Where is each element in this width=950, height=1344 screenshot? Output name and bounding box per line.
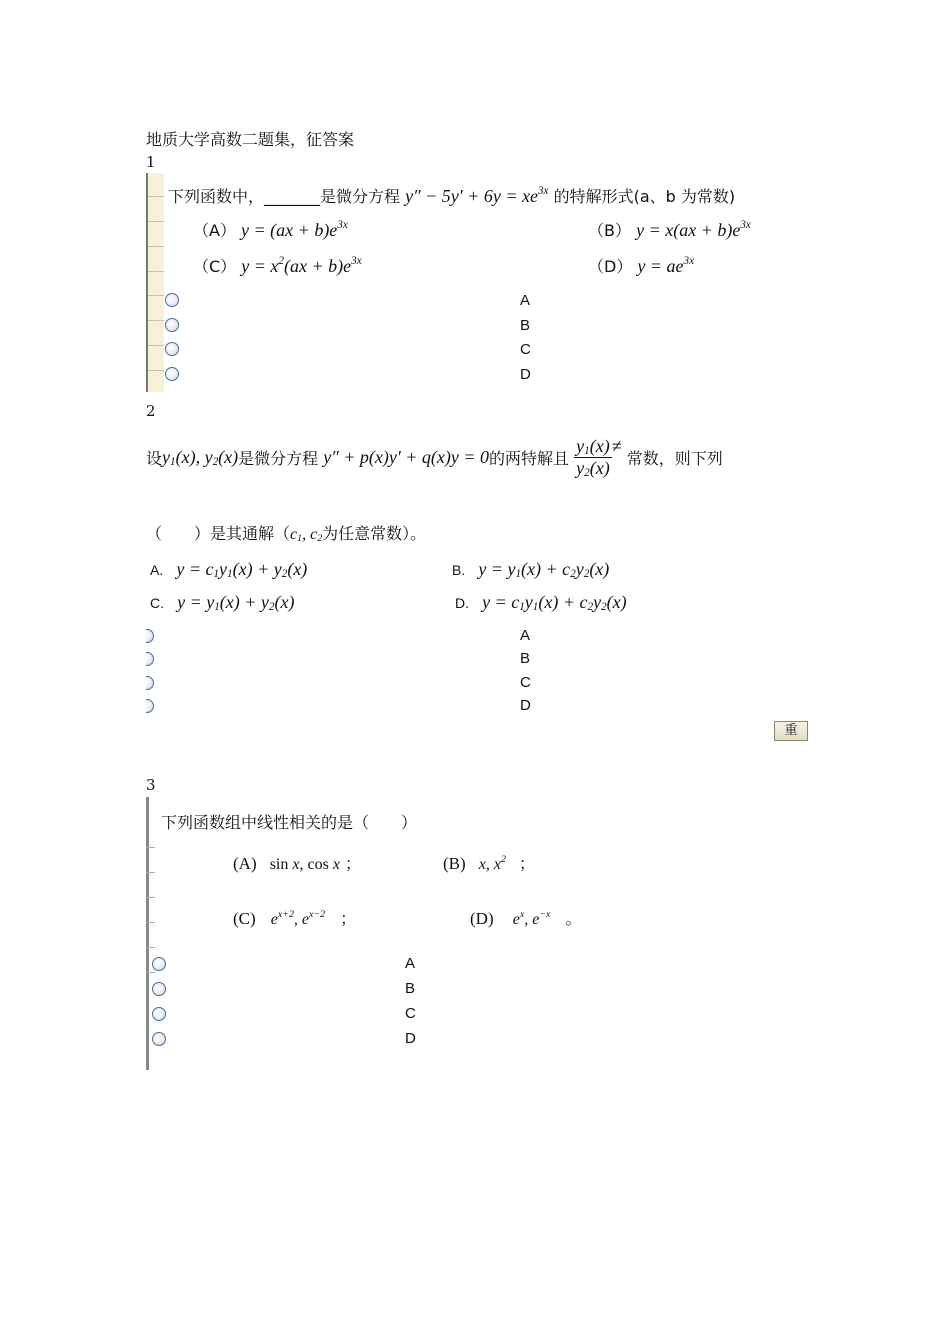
question-2-line2-suffix: 为任意常数）。 [322, 524, 427, 543]
question-2-option-a: A [520, 627, 531, 644]
question-1-choice-d [588, 254, 694, 277]
question-1-choice-c [193, 254, 362, 277]
question-3-option-a: A [405, 955, 416, 972]
question-1-option-b: B [520, 317, 531, 334]
question-1-option-a: A [520, 292, 531, 309]
choice-tail: ； [345, 854, 362, 873]
reset-button[interactable]: 重 [774, 721, 808, 741]
question-2-radio-a[interactable] [146, 629, 154, 643]
question-2-equation: y″ + p(x)y′ + q(x)y = 0 [323, 447, 490, 468]
choice-expr: $y = y_1(x) + c_2y_2(x)$ [478, 559, 610, 581]
question-1-option-d: D [520, 366, 531, 383]
question-2-choice-c [150, 592, 294, 613]
question-1-number: 1 [146, 153, 156, 171]
fraction-denominator: $y_2(x)$ [576, 458, 610, 480]
question-2-neq: ≠ [611, 436, 622, 456]
choice-label: A. [150, 562, 164, 578]
question-2-stem-line2 [146, 521, 426, 544]
question-1-radio-c[interactable] [165, 342, 179, 356]
choice-expr: $y = c_1y_1(x) + y_2(x)$ [176, 559, 308, 581]
question-2-radio-c[interactable] [146, 676, 154, 690]
question-2-option-d: D [520, 697, 531, 714]
question-2-funcs: $y_1(x)$, $y_2(x)$ [162, 447, 239, 469]
question-3-number: 3 [146, 776, 156, 794]
question-1-stem-suffix: 的特解形式(a、b 为常数) [553, 187, 736, 206]
question-3-radio-c[interactable] [152, 1007, 166, 1021]
fraction-numerator: $y_1(x)$ [576, 436, 610, 458]
choice-tail: ； [340, 909, 357, 928]
question-1-radio-a[interactable] [165, 293, 179, 307]
question-1-choice-a [193, 218, 348, 241]
question-3-option-c: C [405, 1005, 416, 1022]
choice-expr: $y = y_1(x) + y_2(x)$ [177, 592, 295, 614]
question-2-number: 2 [146, 402, 156, 420]
question-1-radio-d[interactable] [165, 367, 179, 381]
document-title: 地质大学高数二题集，征答案 [146, 130, 355, 149]
question-3-choice-c [233, 906, 356, 929]
question-2-choice-a [150, 559, 307, 580]
question-2-choice-b [452, 559, 609, 580]
question-2-stem [146, 436, 723, 479]
question-3-choice-d [470, 906, 582, 929]
question-3-gutter [146, 797, 149, 1070]
question-2-line2-prefix: （ ）是其通解（ [146, 524, 291, 543]
choice-label: (A) [233, 854, 257, 873]
choice-expr: $y = (ax + b)e^{3x}$ [241, 219, 348, 240]
choice-expr: $y = ae^{3x}$ [637, 255, 695, 276]
question-2-option-c: C [520, 674, 531, 691]
question-1-gutter [146, 173, 164, 392]
question-2-radio-column [146, 620, 154, 720]
choice-expr: $e^x$, $e^{-x}$ [512, 909, 551, 928]
question-2-fraction [574, 436, 612, 479]
question-1-option-c: C [520, 341, 531, 358]
question-1-radio-b[interactable] [165, 318, 179, 332]
question-2-stem-mid2: 的两特解且 [489, 449, 570, 469]
choice-tail: 。 [565, 909, 582, 928]
question-1-stem [168, 184, 735, 207]
question-3-choice-b [443, 851, 535, 874]
question-3-radio-d[interactable] [152, 1032, 166, 1046]
question-3-option-b: B [405, 980, 416, 997]
choice-expr: $y = x(ax + b)e^{3x}$ [636, 219, 751, 240]
choice-expr: x, $x^2$ [478, 854, 506, 873]
question-1-stem-prefix: 下列函数中， [168, 187, 265, 206]
choice-label: (D) [470, 909, 494, 928]
question-1-blank: _______ [264, 187, 321, 206]
choice-label: B. [452, 562, 466, 578]
question-3-radio-a[interactable] [152, 957, 166, 971]
choice-label: （A） [193, 221, 236, 240]
question-2-stem-mid: 是微分方程 [238, 449, 319, 469]
choice-label: （C） [193, 257, 237, 276]
choice-label: （D） [588, 257, 633, 276]
choice-label: （B） [588, 221, 631, 240]
choice-expr: $y = c_1y_1(x) + c_2y_2(x)$ [482, 592, 627, 614]
question-1-stem-mid: 是微分方程 [320, 187, 401, 206]
choice-label: D. [455, 595, 469, 611]
question-1-choice-b [588, 218, 751, 241]
question-2-choice-d [455, 592, 627, 613]
choice-expr: $e^{x+2}$, $e^{x-2}$ [270, 909, 326, 928]
question-3-stem: 下列函数组中线性相关的是（ ） [161, 813, 418, 832]
question-2-stem-suffix: 常数，则下列 [626, 449, 723, 469]
choice-expr: sin x, cos x [269, 856, 340, 873]
choice-label: (C) [233, 909, 256, 928]
choice-label: (B) [443, 854, 466, 873]
question-3-option-d: D [405, 1030, 416, 1047]
question-2-stem-prefix: 设 [146, 449, 163, 469]
question-2-option-b: B [520, 650, 531, 667]
question-2-radio-b[interactable] [146, 652, 154, 666]
choice-expr: $y = x^2(ax + b)e^{3x}$ [241, 255, 362, 276]
choice-tail: ； [519, 854, 536, 873]
question-1-equation: $y'' - 5y' + 6y = xe^{3x}$ [405, 185, 549, 206]
question-3-choice-a [233, 851, 361, 874]
question-2-constants: $c_1$, $c_2$ [290, 526, 323, 544]
question-3-radio-b[interactable] [152, 982, 166, 996]
question-2-radio-d[interactable] [146, 699, 154, 713]
choice-label: C. [150, 595, 164, 611]
